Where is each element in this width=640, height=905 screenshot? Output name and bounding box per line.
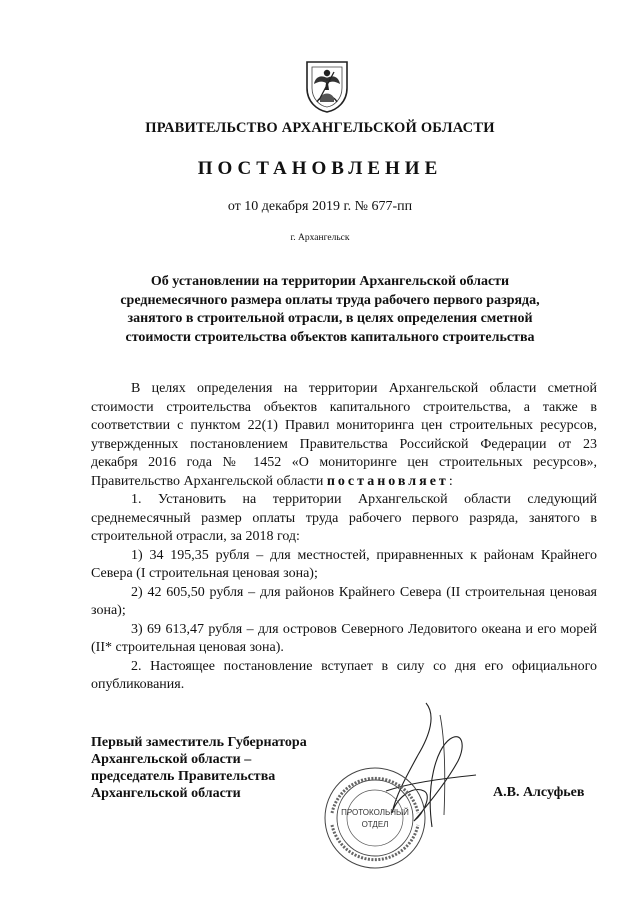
- stamp-center-line-1: ПРОТОКОЛЬНЫЙ: [341, 808, 409, 817]
- document-type-title: ПОСТАНОВЛЕНИЕ: [197, 158, 443, 179]
- signer-name: А.В. Алсуфьев: [493, 785, 585, 800]
- signer-position: [91, 734, 351, 802]
- decree-keyword: постановляет: [326, 473, 449, 489]
- subitem-2-paragraph: 2) 42 605,50 рубля – для районов Крайнего Севера (II строительная ценовая зона);: [91, 584, 597, 618]
- subitem-1-paragraph: 1) 34 195,35 рубля – для местностей, приравненных к районам Крайнего Севера (I строительная ценовая зона);: [91, 547, 597, 581]
- document-date-number: от 10 декабря 2019 г. № 677-пп: [227, 199, 413, 214]
- intro-text: В целях определения на территории Архангельской области сметной стоимости строительства объектов капитального строительства, а также в соответствии с пунктом 22(1) Правил мониторинга цен строительных ресурсов, утвержденных постановлением Правительства Российской Федерации от 23 декабря 2016 года № 1452 «О мониторинге цен строительных ресурсов», Правительство Архангельской области: [91, 381, 597, 489]
- signer-position-line: Первый заместитель Губернатора: [91, 735, 307, 750]
- signer-position-line: председатель Правительства: [91, 769, 276, 784]
- official-round-stamp: [320, 763, 430, 873]
- item-1-paragraph: 1. Установить на территории Архангельской области следующий среднемесячный размер оплаты труда рабочего первого разряда, занятого в строительной отрасли, за 2018 год:: [91, 492, 597, 544]
- subitem-3-paragraph: 3) 69 613,47 рубля – для островов Северного Ледовитого океана и его морей (II* строительная ценовая зона).: [91, 621, 597, 655]
- item-2-paragraph: 2. Настоящее постановление вступает в силу со дня его официального опубликования.: [91, 658, 597, 692]
- document-body: [91, 380, 597, 695]
- decree-colon: :: [448, 473, 453, 489]
- coat-of-arms-icon: [303, 58, 351, 114]
- stamp-center-line-2: ОТДЕЛ: [361, 820, 389, 829]
- document-city: г. Архангельск: [290, 233, 350, 243]
- signer-position-line: Архангельской области –: [91, 752, 252, 767]
- organization-title: ПРАВИТЕЛЬСТВО АРХАНГЕЛЬСКОЙ ОБЛАСТИ: [145, 120, 495, 136]
- intro-paragraph: [91, 380, 597, 491]
- document-subject: Об установлении на территории Архангельской области среднемесячного размера оплаты труда рабочего первого разряда, занятого в строительной отрасли, в целях определения сметной стоимости строительства объектов капитального строительства: [120, 274, 540, 345]
- signer-position-line: Архангельской области: [91, 786, 241, 801]
